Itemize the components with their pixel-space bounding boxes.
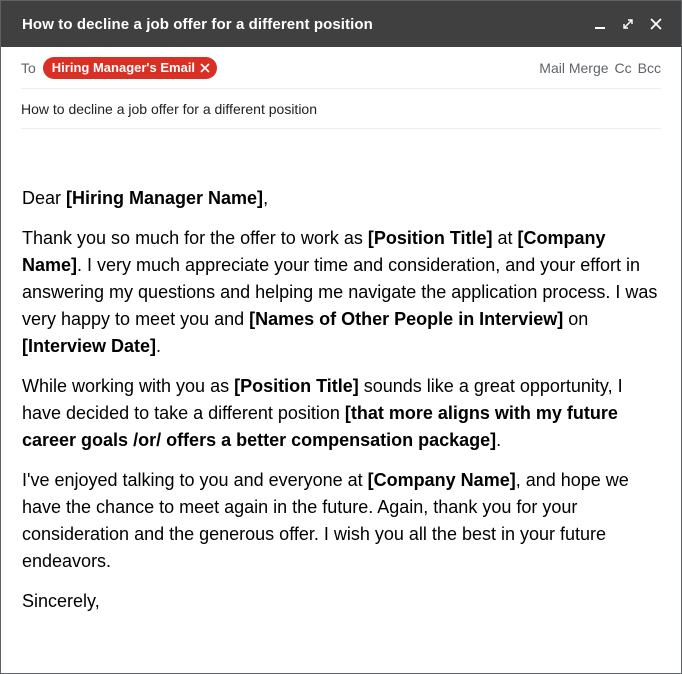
window-controls xyxy=(593,17,663,31)
mail-merge-link[interactable]: Mail Merge xyxy=(539,59,609,76)
to-label: To xyxy=(21,59,36,76)
recipient-chip-label: Hiring Manager's Email xyxy=(51,60,196,75)
recipient-options xyxy=(539,60,661,76)
placeholder-interviewers: [Names of Other People in Interview] xyxy=(249,309,564,329)
paragraph-2 xyxy=(22,373,661,454)
body-text: , xyxy=(263,188,269,208)
body-text: . xyxy=(156,336,162,356)
body-text: . xyxy=(496,430,502,450)
compose-title: How to decline a job offer for a different position xyxy=(22,15,373,33)
recipients-row[interactable] xyxy=(21,47,661,89)
close-icon[interactable] xyxy=(649,17,663,31)
body-text: sounds like a great opportunity, I have decided to take a different position xyxy=(22,376,623,423)
placeholder-position-title: [Position Title] xyxy=(234,376,359,396)
remove-recipient-icon[interactable] xyxy=(200,63,210,73)
placeholder-reason: [that more aligns with my future career goals /or/ offers a better compensation package] xyxy=(22,403,618,450)
body-text: on xyxy=(563,309,589,329)
minimize-icon[interactable] xyxy=(593,17,607,31)
placeholder-company-name: [Company Name] xyxy=(22,228,606,275)
body-text: Thank you so much for the offer to work as xyxy=(22,228,368,248)
cc-link[interactable]: Cc xyxy=(614,59,632,76)
body-text: Dear xyxy=(22,188,67,208)
placeholder-hiring-manager-name: [Hiring Manager Name] xyxy=(66,188,264,208)
subject-field[interactable]: How to decline a job offer for a different position xyxy=(21,89,661,129)
paragraph-3 xyxy=(22,467,661,575)
to-field[interactable] xyxy=(21,57,217,79)
bcc-link[interactable]: Bcc xyxy=(637,59,661,76)
placeholder-company-name: [Company Name] xyxy=(367,470,516,490)
placeholder-interview-date: [Interview Date] xyxy=(22,336,157,356)
greeting xyxy=(22,185,661,212)
closing: Sincerely, xyxy=(22,591,100,611)
body-text: . I very much appreciate your time and consideration, and your effort in answering my questions and helping me navigate the application process. I was very happy to meet you and xyxy=(22,255,658,329)
body-text: at xyxy=(492,228,518,248)
message-body[interactable] xyxy=(1,129,681,615)
expand-icon[interactable] xyxy=(621,17,635,31)
body-text: , and hope we have the chance to meet again in the future. Again, thank you for your consideration and the generous offer. I wish you all the best in your future endeavors. xyxy=(22,470,629,571)
recipient-chip[interactable] xyxy=(43,57,217,79)
body-text: While working with you as xyxy=(22,376,235,396)
body-text: I've enjoyed talking to you and everyone at xyxy=(22,470,368,490)
paragraph-1 xyxy=(22,225,661,360)
placeholder-position-title: [Position Title] xyxy=(367,228,493,248)
compose-title-bar[interactable] xyxy=(1,1,681,47)
